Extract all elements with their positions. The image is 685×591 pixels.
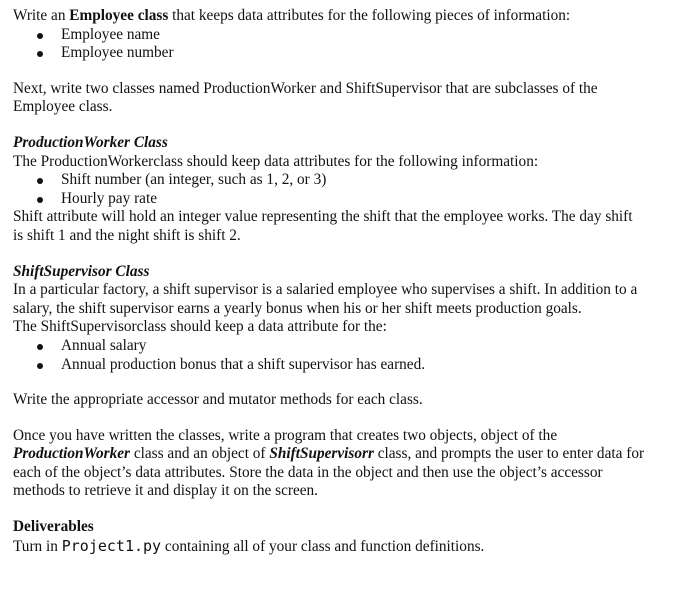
subclasses-paragraph (13, 80, 678, 117)
shift-attribute-note (13, 208, 678, 245)
text-line: Employee class. (13, 98, 113, 116)
employee-class-term: Employee class (69, 7, 169, 24)
text-line: is shift 1 and the night shift is shift 2. (13, 226, 241, 244)
deliverables-heading: Deliverables (13, 518, 94, 536)
text-fragment: class, and prompts the user to enter data for (373, 445, 645, 463)
text-line: methods to retrieve it and display it on the screen. (13, 482, 319, 500)
production-worker-attribute-list (13, 171, 678, 208)
project-filename: Project1.py (61, 536, 162, 555)
text-line: salary, the shift supervisor earns a yearly bonus when his or her shift meets production goals. (13, 299, 582, 317)
program-paragraph (13, 427, 678, 501)
list-item: Annual salary (13, 337, 678, 356)
text-line: each of the object’s data attributes. Store the data in the object and then use the object’s accessor (13, 463, 603, 481)
list-item: Employee name (13, 26, 678, 45)
intro-paragraph (13, 7, 678, 26)
shift-supervisor-heading: ShiftSupervisor Class (13, 262, 150, 280)
shift-supervisor-description (13, 281, 678, 337)
production-worker-intro: The ProductionWorkerclass should keep data attributes for the following information: (13, 152, 539, 170)
shift-supervisor-attribute-list (13, 337, 678, 374)
text-line: Shift attribute will hold an integer value representing the shift that the employee works. The day shift (13, 208, 633, 226)
text-line: In a particular factory, a shift supervisor is a salaried employee who supervises a shift. In addition to a (13, 281, 638, 299)
accessor-paragraph: Write the appropriate accessor and mutator methods for each class. (13, 391, 423, 409)
employee-attribute-list (13, 26, 678, 63)
text-line: The ShiftSupervisorclass should keep a data attribute for the: (13, 318, 387, 336)
deliverables-paragraph (13, 537, 678, 557)
shift-supervisor-term: ShiftSupervisorr (269, 445, 374, 463)
text-line: Next, write two classes named ProductionWorker and ShiftSupervisor that are subclasses of the (13, 79, 598, 97)
text-line: Once you have written the classes, write a program that creates two objects, object of the (13, 426, 558, 444)
text-fragment: class and an object of (130, 445, 270, 463)
production-worker-heading: ProductionWorker Class (13, 133, 168, 151)
text-fragment: containing all of your class and function definitions. (161, 537, 485, 555)
intro-text: Write an (13, 7, 70, 24)
text-fragment: Turn in (13, 537, 62, 555)
list-item: Annual production bonus that a shift supervisor has earned. (13, 356, 678, 375)
list-item: Employee number (13, 44, 678, 63)
production-worker-term: ProductionWorker (13, 445, 131, 463)
list-item: Hourly pay rate (13, 190, 678, 209)
intro-text-end: that keeps data attributes for the following pieces of information: (168, 7, 571, 24)
list-item: Shift number (an integer, such as 1, 2, or 3) (13, 171, 678, 190)
